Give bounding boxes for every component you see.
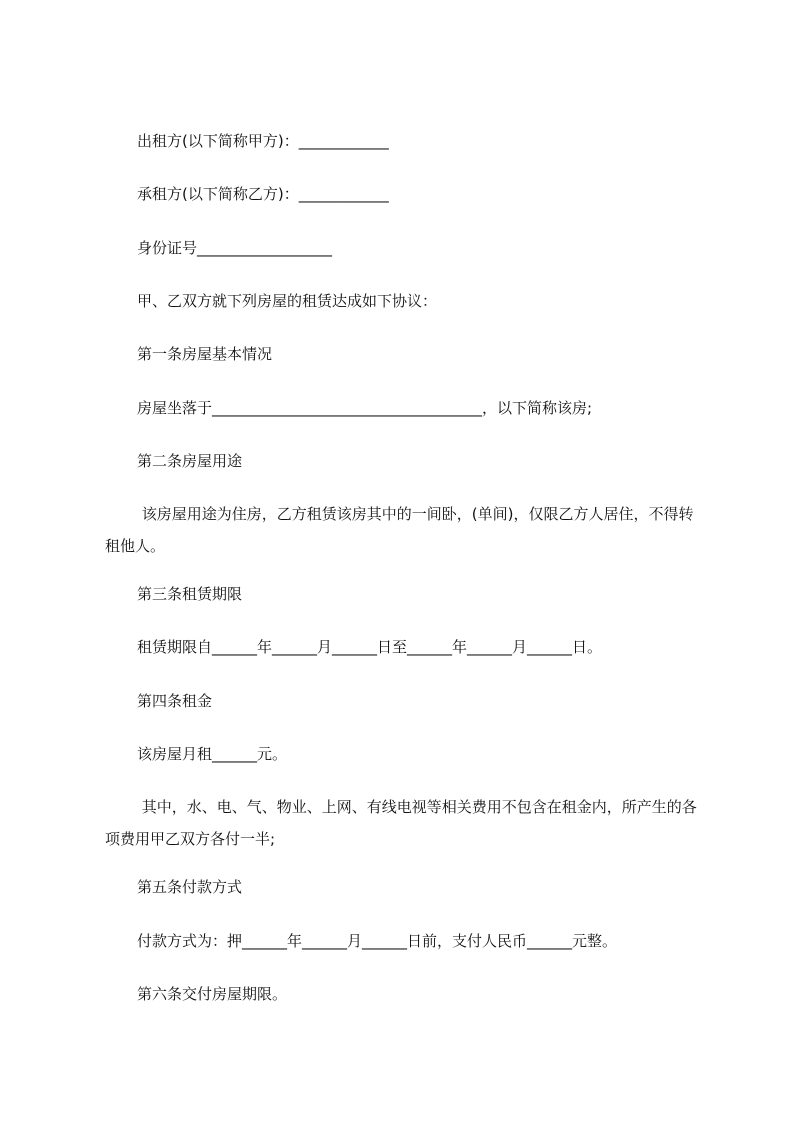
usage-paragraph: 该房屋用途为住房，乙方租赁该房其中的一间卧，(单间)，仅限乙方人居住，不得转租他人。 xyxy=(105,505,694,555)
monthly-rent-line: 该房屋月租______元。 xyxy=(137,745,288,763)
article-1-heading: 第一条房屋基本情况 xyxy=(137,345,273,363)
article-3-heading: 第三条租赁期限 xyxy=(137,585,243,603)
article-2-heading: 第二条房屋用途 xyxy=(137,452,243,470)
utilities-paragraph: 其中，水、电、气、物业、上网、有线电视等相关费用不包含在租金内，所产生的各项费用甲乙双方各付一半; xyxy=(105,798,697,848)
agreement-intro: 甲、乙双方就下列房屋的租赁达成如下协议： xyxy=(137,292,438,310)
id-number-line: 身份证号__________________ xyxy=(137,239,333,257)
payment-method-line: 付款方式为：押______年______月______日前，支付人民币______元整。 xyxy=(137,932,618,950)
property-location-line: 房屋坐落于____________________________________，以下简称该房; xyxy=(137,399,593,417)
lessor-line: 出租方(以下简称甲方)：____________ xyxy=(137,132,389,150)
lease-term-line: 租赁期限自______年______月______日至______年______月______日。 xyxy=(137,638,603,656)
article-4-heading: 第四条租金 xyxy=(137,692,213,710)
lessee-line: 承租方(以下简称乙方)：____________ xyxy=(137,185,389,203)
article-6-heading: 第六条交付房屋期限。 xyxy=(137,985,288,1003)
article-5-heading: 第五条付款方式 xyxy=(137,878,243,896)
